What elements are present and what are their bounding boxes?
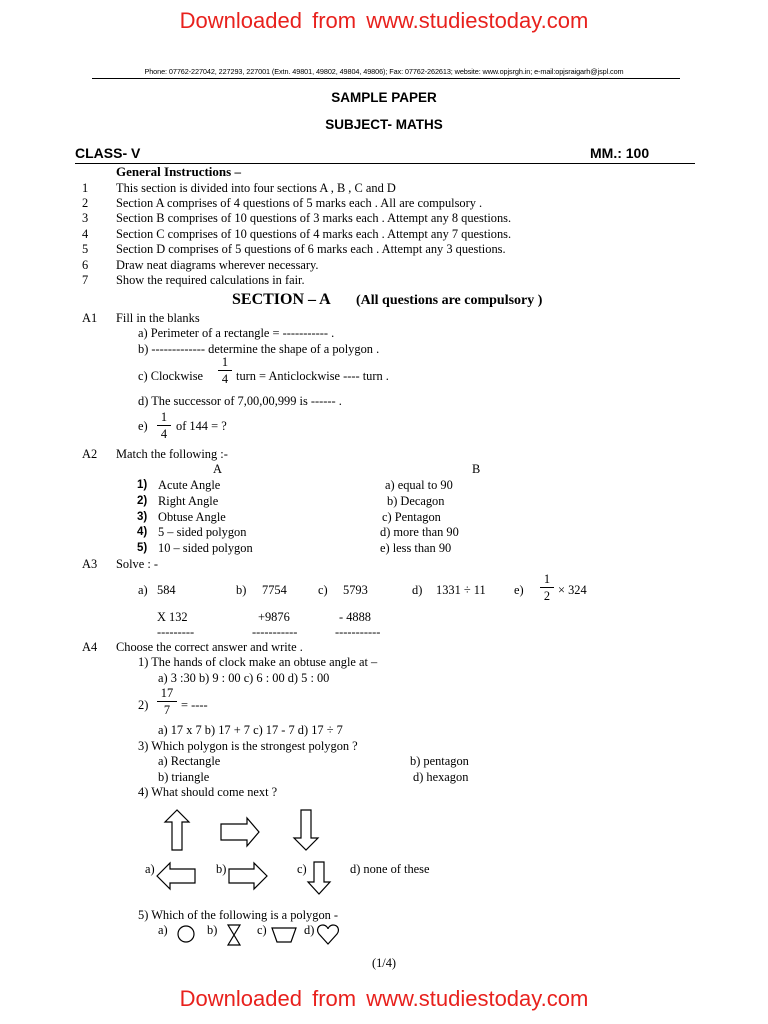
bottom-download-banner: Downloaded from www.studiestoday.com xyxy=(179,986,589,1011)
match-right-item: b) Decagon xyxy=(387,494,445,508)
match-right-item: c) Pentagon xyxy=(382,510,441,524)
fraction-numerator: 1 xyxy=(160,410,168,424)
match-left-item: Obtuse Angle xyxy=(158,510,226,524)
fraction-numerator: 1 xyxy=(221,355,229,369)
match-left-item: 10 – sided polygon xyxy=(158,541,253,555)
match-left-num: 4) xyxy=(137,526,148,538)
a4-q5-option-c-label: c) xyxy=(257,923,267,937)
question-a1-number: A1 xyxy=(82,311,98,325)
a4-q3-option-d: d) hexagon xyxy=(413,770,469,784)
instruction-num: 7 xyxy=(82,273,89,287)
hourglass-shape-icon xyxy=(226,923,242,947)
a3-c-bottom: - 4888 xyxy=(339,610,372,624)
a4-q1-options: a) 3 :30 b) 9 : 00 c) 6 : 00 d) 5 : 00 xyxy=(158,671,330,685)
a4-q3: 3) Which polygon is the strongest polygon ? xyxy=(138,739,358,753)
match-left-num: 2) xyxy=(137,495,148,507)
a4-q5-option-b-label: b) xyxy=(207,923,218,937)
a1-c-fraction xyxy=(218,355,232,386)
class-label: CLASS- V xyxy=(75,145,141,161)
header-divider xyxy=(92,78,680,79)
a4-q4-option-d: d) none of these xyxy=(350,862,430,876)
question-a4-title: Choose the correct answer and write . xyxy=(116,640,303,654)
question-a2-number: A2 xyxy=(82,447,98,461)
section-a-subtitle: (All questions are compulsory ) xyxy=(356,293,543,308)
a4-q1: 1) The hands of clock make an obtuse angle at – xyxy=(138,655,378,669)
a3-e-suffix: × 324 xyxy=(558,583,587,597)
instruction-num: 3 xyxy=(82,211,89,225)
question-a3-title: Solve : - xyxy=(116,557,158,571)
a4-q3-option-c: b) triangle xyxy=(158,770,210,784)
section-a-title: SECTION – A xyxy=(232,291,331,308)
fraction-denominator: 4 xyxy=(160,427,168,441)
down-arrow-icon xyxy=(294,810,318,850)
question-a4-number: A4 xyxy=(82,640,98,654)
a3-d-label: d) xyxy=(412,583,423,597)
a4-q5: 5) Which of the following is a polygon - xyxy=(138,908,339,922)
instruction-text: Section A comprises of 4 questions of 5 marks each . All are compulsory . xyxy=(116,196,483,210)
heart-shape-icon xyxy=(316,923,340,947)
a3-b-label: b) xyxy=(236,583,247,597)
top-download-banner: Downloaded from www.studiestoday.com xyxy=(179,8,589,33)
a1-part-a: a) Perimeter of a rectangle = ----------- . xyxy=(138,326,335,340)
question-a2-title: Match the following :- xyxy=(116,447,228,461)
a4-q4: 4) What should come next ? xyxy=(138,785,278,799)
left-arrow-icon xyxy=(155,859,197,893)
a4-q4-option-a-label: a) xyxy=(145,862,155,876)
paper-subject: SUBJECT- MATHS xyxy=(325,117,443,132)
fraction-numerator: 17 xyxy=(160,686,174,700)
a3-e-fraction xyxy=(540,572,554,603)
a3-b-line: ----------- xyxy=(252,625,298,639)
a4-q4-option-b-label: b) xyxy=(216,862,227,876)
arrow-sequence xyxy=(155,808,335,852)
paper-title: SAMPLE PAPER xyxy=(331,90,437,105)
a1-part-d: d) The successor of 7,00,00,999 is ------ . xyxy=(138,394,342,408)
a4-q2-suffix: = ---- xyxy=(181,698,208,712)
instruction-num: 1 xyxy=(82,181,89,195)
match-right-item: a) equal to 90 xyxy=(385,478,453,492)
match-left-item: 5 – sided polygon xyxy=(158,525,247,539)
a3-c-line: ----------- xyxy=(335,625,381,639)
school-contact-line: Phone: 07762-227042, 227293, 227001 (Extn. 49801, 49802, 49804, 49806); Fax: 07762-262613; website: www.opjsrgh.in; e-mail:opjsraigarh@jspl.com xyxy=(144,67,624,76)
instruction-num: 6 xyxy=(82,258,89,272)
match-left-num: 3) xyxy=(137,511,148,523)
a1-part-b: b) ------------- determine the shape of a polygon . xyxy=(138,342,380,356)
instruction-text: Section D comprises of 5 questions of 6 marks each . Attempt any 3 questions. xyxy=(116,242,506,256)
a3-b-top: 7754 xyxy=(262,583,287,597)
match-left-item: Acute Angle xyxy=(158,478,221,492)
match-right-item: d) more than 90 xyxy=(380,525,459,539)
a3-d-expression: 1331 ÷ 11 xyxy=(436,583,486,597)
a3-a-label: a) xyxy=(138,583,148,597)
fraction-denominator: 4 xyxy=(221,372,229,386)
question-a3-number: A3 xyxy=(82,557,98,571)
right-arrow-icon xyxy=(227,859,269,893)
a4-q2-options: a) 17 x 7 b) 17 + 7 c) 17 - 7 d) 17 ÷ 7 xyxy=(158,723,343,737)
a3-b-bottom: +9876 xyxy=(258,610,290,624)
a4-q5-option-a-label: a) xyxy=(158,923,168,937)
match-left-num: 1) xyxy=(137,479,148,491)
page-number: (1/4) xyxy=(371,956,397,970)
match-left-num: 5) xyxy=(137,542,148,554)
fraction-numerator: 1 xyxy=(543,572,551,586)
a4-q2-fraction xyxy=(157,686,177,717)
a4-q3-option-a: a) Rectangle xyxy=(158,754,221,768)
a1-part-c-suffix: turn = Anticlockwise ---- turn . xyxy=(236,369,389,383)
a3-a-top: 584 xyxy=(157,583,176,597)
match-right-item: e) less than 90 xyxy=(380,541,452,555)
instructions-heading: General Instructions – xyxy=(116,164,241,179)
match-column-a-header: A xyxy=(213,462,222,476)
a4-q2-label: 2) xyxy=(138,698,149,712)
question-a1-title: Fill in the blanks xyxy=(116,311,200,325)
a4-q5-option-d-label: d) xyxy=(304,923,315,937)
instruction-num: 2 xyxy=(82,196,89,210)
a3-c-top: 5793 xyxy=(343,583,368,597)
instruction-text: This section is divided into four sections A , B , C and D xyxy=(116,181,396,195)
up-arrow-icon xyxy=(165,810,189,850)
instruction-num: 5 xyxy=(82,242,89,256)
match-left-item: Right Angle xyxy=(158,494,219,508)
a3-c-label: c) xyxy=(318,583,328,597)
instruction-text: Section B comprises of 10 questions of 3 marks each . Attempt any 8 questions. xyxy=(116,211,512,225)
down-arrow-icon xyxy=(306,860,332,896)
a4-q3-option-b: b) pentagon xyxy=(410,754,469,768)
a1-part-e-prefix: e) xyxy=(138,419,148,433)
circle-shape-icon xyxy=(176,924,196,944)
fraction-denominator: 7 xyxy=(163,703,171,717)
instruction-text: Show the required calculations in fair. xyxy=(116,273,305,287)
instruction-num: 4 xyxy=(82,227,89,241)
fraction-denominator: 2 xyxy=(543,589,551,603)
right-arrow-icon xyxy=(221,818,259,846)
trapezium-shape-icon xyxy=(270,926,298,944)
instruction-text: Section C comprises of 10 questions of 4 marks each . Attempt any 7 questions. xyxy=(116,227,512,241)
a3-a-bottom: X 132 xyxy=(157,610,188,624)
instruction-text: Draw neat diagrams wherever necessary. xyxy=(116,258,319,272)
a3-e-label: e) xyxy=(514,583,524,597)
a1-e-fraction xyxy=(157,410,171,441)
a4-q4-option-c-label: c) xyxy=(297,862,307,876)
max-marks-label: MM.: 100 xyxy=(590,145,650,161)
match-column-b-header: B xyxy=(472,462,481,476)
a3-a-line: --------- xyxy=(157,625,195,639)
a1-part-c-prefix: c) Clockwise xyxy=(138,369,204,383)
a1-part-e-suffix: of 144 = ? xyxy=(176,419,227,433)
